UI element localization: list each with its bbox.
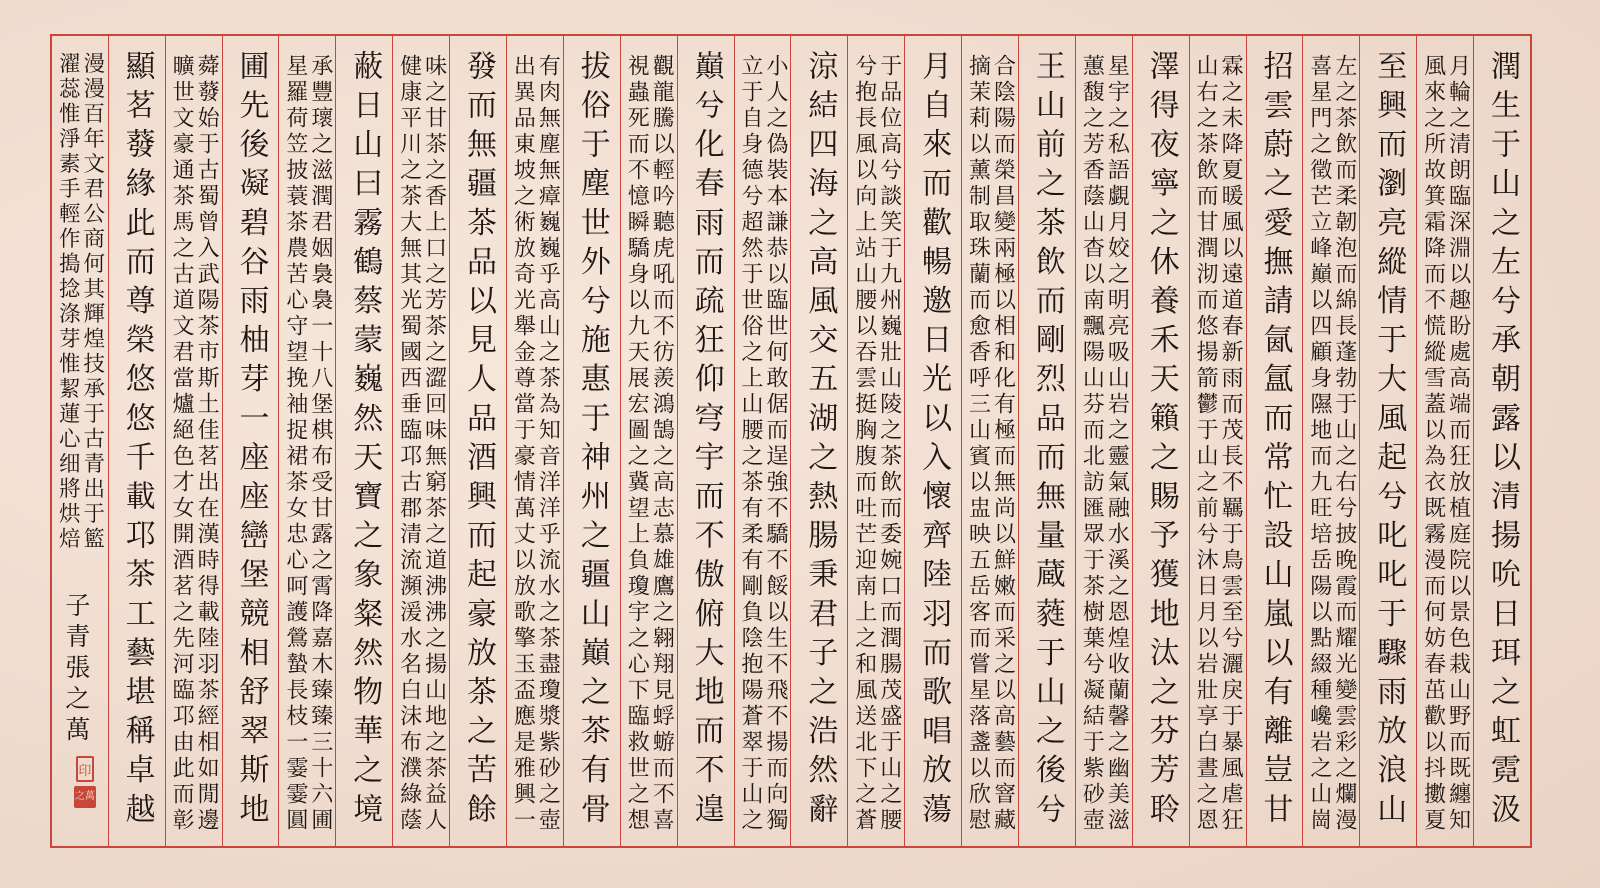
small-text-pair	[624, 54, 675, 834]
small-text-line: 星宇之私語覷月姣之明亮吸山岩之靈氣融水溪之恩煌收蘭馨之幽美滋	[1104, 54, 1130, 834]
text-column	[1189, 36, 1246, 846]
large-text-line: 巔兮化春雨而疏狂仰穹宇而不傲俯大地而不遑	[688, 50, 724, 832]
text-column	[222, 36, 279, 846]
text-column	[392, 36, 449, 846]
small-text-line: 山右之茶飲而甘潤沏而悠揚箭鬱于山之前兮沐日月以岩壯享白晝之恩	[1193, 54, 1219, 834]
small-text-line: 健康平川之茶大無其光蜀國西垂臨邛古郡清流瀕湲水名白沫布濮綠蔭	[396, 54, 422, 834]
large-text-line: 顯茗蕟緣此而尊榮悠悠千載邛茶工藝堪稱卓越	[119, 50, 155, 832]
small-text-pair	[853, 54, 900, 834]
red-ruled-frame	[50, 34, 1532, 848]
small-text-line: 蕣蕟始于古蜀曾入武陽茶市斯土佳茗出在漢時得載陸羽茶經相如閒邊	[194, 54, 220, 834]
text-column	[847, 36, 904, 846]
text-column	[677, 36, 734, 846]
large-text-line: 澤得夜寧之休養禾天籟之賜予獲地汰之芬芳聆	[1143, 50, 1179, 832]
text-column	[563, 36, 620, 846]
text-column	[335, 36, 392, 846]
small-text-line: 喜星門之徵芒立峰巔以四顧身隰地而九旺培岳陽以點綴種巉岩之山崗	[1306, 54, 1332, 834]
text-column	[108, 36, 165, 846]
small-text-line: 味之甘茶之香上口之芳茶之澀回味無窮茶之道沸沸之揚山地之茶益人	[421, 54, 447, 834]
small-text-pair	[1422, 54, 1469, 834]
red-seal-outline-icon: 印	[76, 756, 94, 782]
text-column	[790, 36, 847, 846]
small-text-line: 承豐瓌之滋潤君姻裊裊一十八堡棋布受甘露之霄降嘉木臻臻三十六圃	[307, 54, 333, 834]
small-text-line: 有肉無塵無瘴巍巍乎高山之茶為知音洋洋乎流水之茶盡瓊漿紫砂之壺	[535, 54, 561, 834]
text-columns	[52, 36, 1530, 846]
small-text-line: 小人之偽裝本謙恭以臨世何敢倨而逞強不驕不餒以生不飛不揚而向獨	[762, 54, 788, 834]
small-text-pair	[1193, 54, 1244, 834]
small-text-line: 視蟲死而不憶瞬驕身以九天展宏圖之冀望上負瓊宇之心下臨救世之想	[624, 54, 650, 834]
large-text-line: 蔽日山曰霧鶴蔡蒙巍然天寶之象粲然物華之境	[347, 50, 383, 832]
text-column	[961, 36, 1018, 846]
text-column	[1302, 36, 1359, 846]
small-text-line: 風來之所故箕霜降而不慌縱雪蓋以為衣既霧漫而何妨春茁歡以抖擻夏	[1420, 54, 1446, 834]
small-text-pair	[1308, 54, 1355, 834]
colophon-text-pair	[57, 52, 103, 552]
small-text-line: 蕙馥之芳香蔭山杳以南飄陽山芬而北訪匯眾于茶樹葉兮凝結于紫砂壺	[1079, 54, 1105, 834]
text-column	[449, 36, 506, 846]
text-column	[1075, 36, 1132, 846]
large-text-line: 潤生于山之左兮承朝露以清揚吮日珥之虹霓汲	[1485, 50, 1521, 832]
text-column	[1246, 36, 1303, 846]
large-text-line: 發而無疆茶品以見人品酒興而起豪放茶之苦餘	[461, 50, 497, 832]
small-text-line: 曠世文豪通茶馬之古道文君當爐絕色才女開酒茗之先河臨邛由此而彰	[169, 54, 195, 834]
small-text-line: 出異品東坡之術放奇光舉金尊當于豪情萬丈以放歌擎玉盃應是雅興一	[510, 54, 536, 834]
text-column	[620, 36, 677, 846]
text-column	[1132, 36, 1189, 846]
small-text-pair	[739, 54, 786, 834]
small-text-line: 月輪之清朗臨深淵以趣盼處高端而狂放植庭院以景色栽山野而既纏知	[1445, 54, 1471, 834]
colophon-text-line: 漫漫百年文君公商何其輝煌技承于古青出于籃	[79, 52, 105, 552]
small-text-line: 立于自身德兮超然于世俗之上山腰之茶有柔有剛負陰抱陽蒼翠于山之	[737, 54, 763, 834]
text-column	[506, 36, 563, 846]
large-text-line: 涼結四海之高風交五湖之熱腸秉君子之浩然辭	[802, 50, 838, 832]
large-text-line: 王山前之茶飲而剛烈品而無量蔵蕤于山之後兮	[1029, 50, 1065, 832]
small-text-line: 左之茶飲而柔韌泡而綿長蓬勃于山之右兮披晚霞而耀光變雲彩之爛漫	[1331, 54, 1357, 834]
small-text-pair	[169, 54, 220, 834]
small-text-line: 觀龍騰以輕吟聽虎吼而不彷羨鴻鵠之高志慕雄鷹之翱翔見蜉蝣而不喜	[649, 54, 675, 834]
text-column	[278, 36, 335, 846]
text-column	[904, 36, 961, 846]
text-column	[1473, 36, 1530, 846]
text-column	[1018, 36, 1075, 846]
artist-signature: 子青張之萬	[61, 592, 91, 747]
large-text-line: 月自來而歡暢邀日光以入懷齊陸羽而歌唱放蕩	[916, 50, 952, 832]
small-text-line: 星羅荷笠披蓑茶農苦心守望挽袖捉裙茶女忠心呵護鶯蟄長枝一霎霎圓	[282, 54, 308, 834]
small-text-line: 合陰陽而榮昌變兩極以相和化有極而無尚以鮮嫩而采之以高藝而窨藏	[990, 54, 1016, 834]
colophon-text-line: 濯蕊惟淨素手輕作搗捻涤芽惟絜蓮心细將烘焙	[55, 52, 81, 552]
small-text-line: 兮抱長風以向上站山腰以吞雲挺胸腹而吐芒迎南上之和風送北下之蒼	[851, 54, 877, 834]
large-text-line: 圃先後凝碧谷雨柚芽一座座巒堡競相舒翠斯地	[233, 50, 269, 832]
small-text-line: 于品位高兮談笑于九州巍壯山陵之茶飲而委婉口而潤腸茂盛于山之腰	[876, 54, 902, 834]
text-column	[1359, 36, 1416, 846]
small-text-pair	[398, 54, 445, 834]
large-text-line: 拔俗于塵世外兮施惠于神州之疆山巔之茶有骨	[574, 50, 610, 832]
small-text-line: 霖之未降夏暖風以遠道春新雨而茂長不羈于鳥雲至兮灑戾于暴風虐狂	[1218, 54, 1244, 834]
small-text-pair	[510, 54, 561, 834]
red-seal-solid-icon: 之萬	[74, 786, 96, 808]
small-text-pair	[1079, 54, 1130, 834]
small-text-line: 摘茉莉以薰制取珠蘭而愈香呼三山賓以盅映五岳客而嘗星落盞以欣慰	[965, 54, 991, 834]
text-column	[1416, 36, 1473, 846]
colophon-column	[52, 36, 108, 846]
small-text-pair	[284, 54, 331, 834]
text-column	[734, 36, 791, 846]
large-text-line: 招雲蔚之愛撫請氤氲而常忙設山嵐以有離豈甘	[1257, 50, 1293, 832]
text-column	[165, 36, 222, 846]
small-text-pair	[967, 54, 1014, 834]
large-text-line: 至興而瀏亮縱情于大風起兮叱叱于驟雨放浪山	[1371, 50, 1407, 832]
